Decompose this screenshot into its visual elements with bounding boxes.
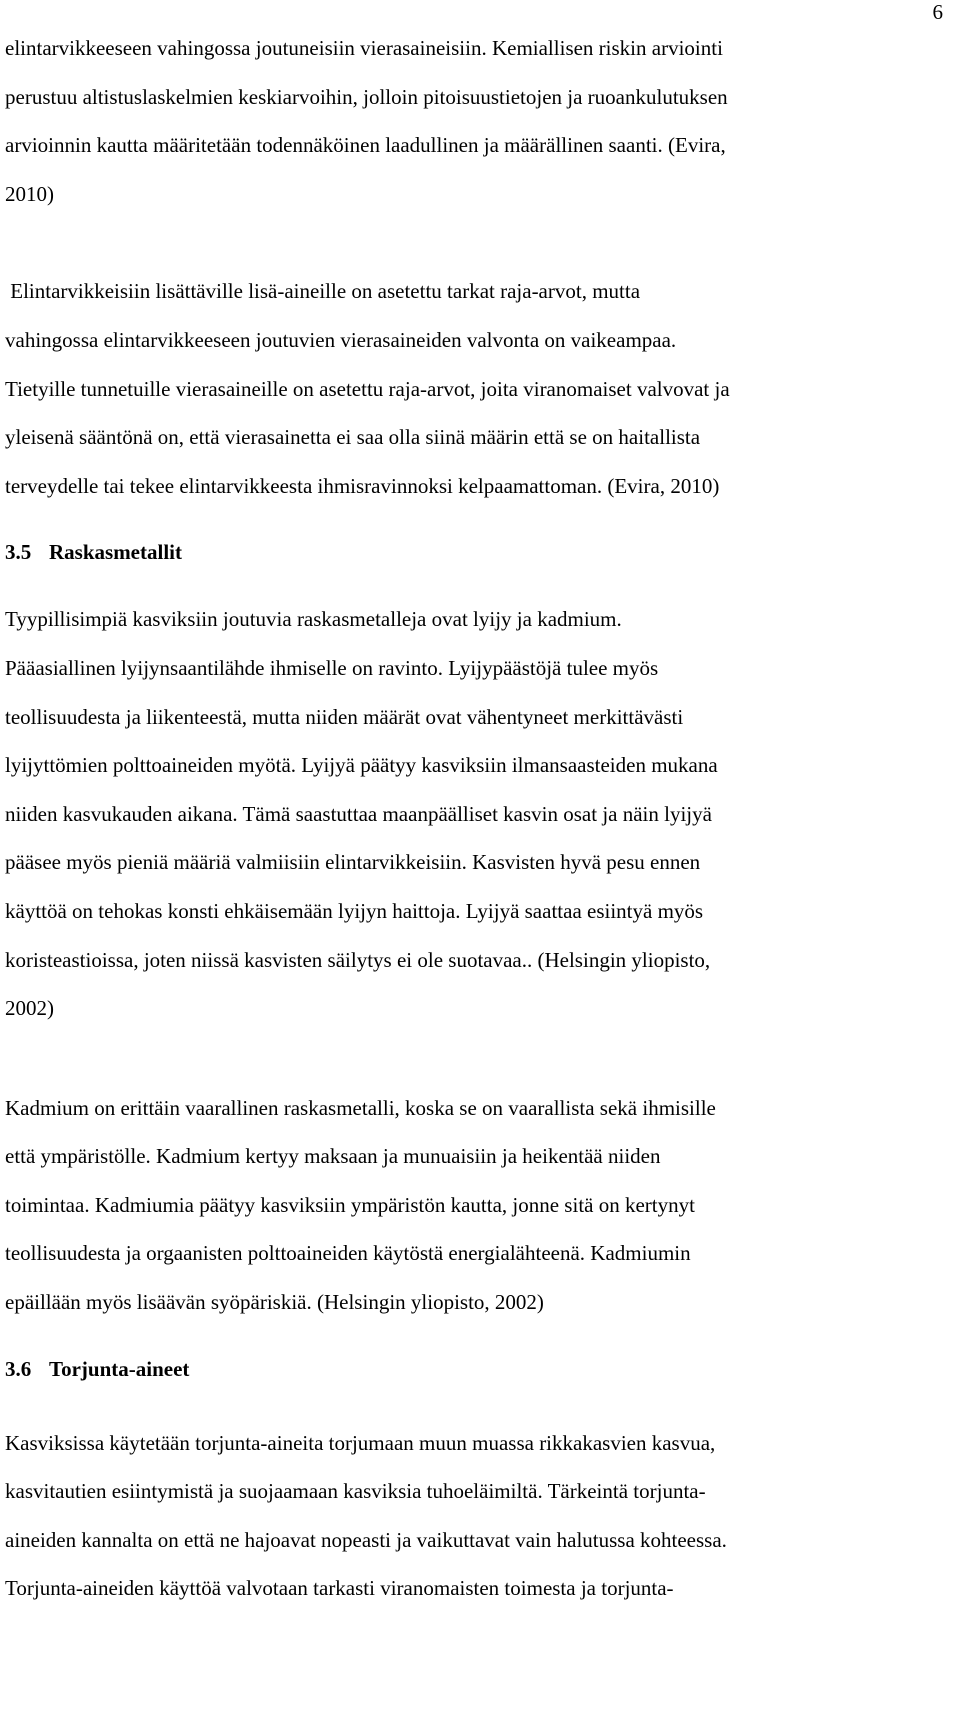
section-title: Torjunta-aineet: [49, 1356, 190, 1381]
section-number: 3.5: [5, 540, 32, 565]
section-heading-torjunta-aineet: [5, 1345, 945, 1393]
text-line: aineiden kannalta on että ne hajoavat nopeasti ja vaikuttavat vain halutussa kohteessa.: [5, 1527, 727, 1552]
text-line: teollisuudesta ja orgaanisten polttoaineiden käytöstä energialähteenä. Kadmiumin: [5, 1241, 691, 1266]
text-line: Kasviksissa käytetään torjunta-aineita torjumaan muun muassa rikkakasvien kasvua,: [5, 1430, 716, 1455]
text-line: vahingossa elintarvikkeeseen joutuvien vierasaineiden valvonta on vaikeampaa.: [5, 327, 677, 352]
text-line: pääsee myös pieniä määriä valmiisiin elintarvikkeisiin. Kasvisten hyvä pesu ennen: [5, 850, 701, 875]
paragraph-chemical-risk: [5, 24, 945, 218]
text-line: yleisenä sääntönä on, että vierasainetta ei saa olla siinä määrin että se on haitallista: [5, 425, 701, 450]
text-line: koristeastioissa, joten niissä kasvisten säilytys ei ole suotavaa.. (Helsingin yliopisto,: [5, 947, 711, 972]
page-number: 6: [932, 0, 943, 24]
paragraph-cadmium: [5, 1084, 945, 1327]
text-line: terveydelle tai tekee elintarvikkeesta ihmisravinnoksi kelpaamattoman. (Evira, 2010): [5, 473, 720, 498]
text-line: kasvitautien esiintymistä ja suojaamaan kasviksia tuhoeläimiltä. Tärkeintä torjunta-: [5, 1479, 706, 1504]
text-line: 2002): [5, 996, 54, 1021]
section-title: Raskasmetallit: [49, 540, 182, 565]
document-body: [5, 24, 945, 1613]
text-line: toimintaa. Kadmiumia päätyy kasviksiin ympäristön kautta, jonne sitä on kertynyt: [5, 1192, 695, 1217]
text-line: arvioinnin kautta määritetään todennäköinen laadullinen ja määrällinen saanti. (Evira,: [5, 133, 726, 158]
text-line: lyijyttömien polttoaineiden myötä. Lyijyä päätyy kasviksiin ilmansaasteiden mukana: [5, 753, 718, 778]
text-line: Tietyille tunnetuille vierasaineille on asetettu raja-arvot, joita viranomaiset valvovat ja: [5, 376, 730, 401]
text-line: Elintarvikkeisiin lisättäville lisä-aineille on asetettu tarkat raja-arvot, mutta: [5, 279, 641, 304]
section-number: 3.6: [5, 1356, 32, 1381]
text-line: Tyypillisimpiä kasviksiin joutuvia raskasmetalleja ovat lyijy ja kadmium.: [5, 607, 622, 632]
paragraph-lead: [5, 595, 945, 1032]
text-line: Kadmium on erittäin vaarallinen raskasmetalli, koska se on vaarallista sekä ihmisille: [5, 1095, 716, 1120]
paragraph-limit-values: [5, 267, 945, 510]
text-line: epäillään myös lisäävän syöpäriskiä. (Helsingin yliopisto, 2002): [5, 1290, 544, 1315]
text-line: käyttöä on tehokas konsti ehkäisemään lyijyn haittoja. Lyijyä saattaa esiintyä myös: [5, 898, 704, 923]
text-line: Torjunta-aineiden käyttöä valvotaan tarkasti viranomaisten toimesta ja torjunta-: [5, 1576, 674, 1601]
text-line: perustuu altistuslaskelmien keskiarvoihin, jolloin pitoisuustietojen ja ruoankulutuksen: [5, 84, 728, 109]
text-line: Pääasiallinen lyijynsaantilähde ihmiselle on ravinto. Lyijypäästöjä tulee myös: [5, 655, 659, 680]
paragraph-pesticides: [5, 1419, 945, 1613]
text-line: 2010): [5, 181, 54, 206]
text-line: teollisuudesta ja liikenteestä, mutta niiden määrät ovat vähentyneet merkittävästi: [5, 704, 684, 729]
section-heading-raskasmetallit: [5, 528, 945, 576]
text-line: niiden kasvukauden aikana. Tämä saastuttaa maanpäälliset kasvin osat ja näin lyijyä: [5, 801, 712, 826]
text-line: että ympäristölle. Kadmium kertyy maksaan ja munuaisiin ja heikentää niiden: [5, 1144, 661, 1169]
text-line: elintarvikkeeseen vahingossa joutuneisiin vierasaineisiin. Kemiallisen riskin arviointi: [5, 36, 723, 60]
